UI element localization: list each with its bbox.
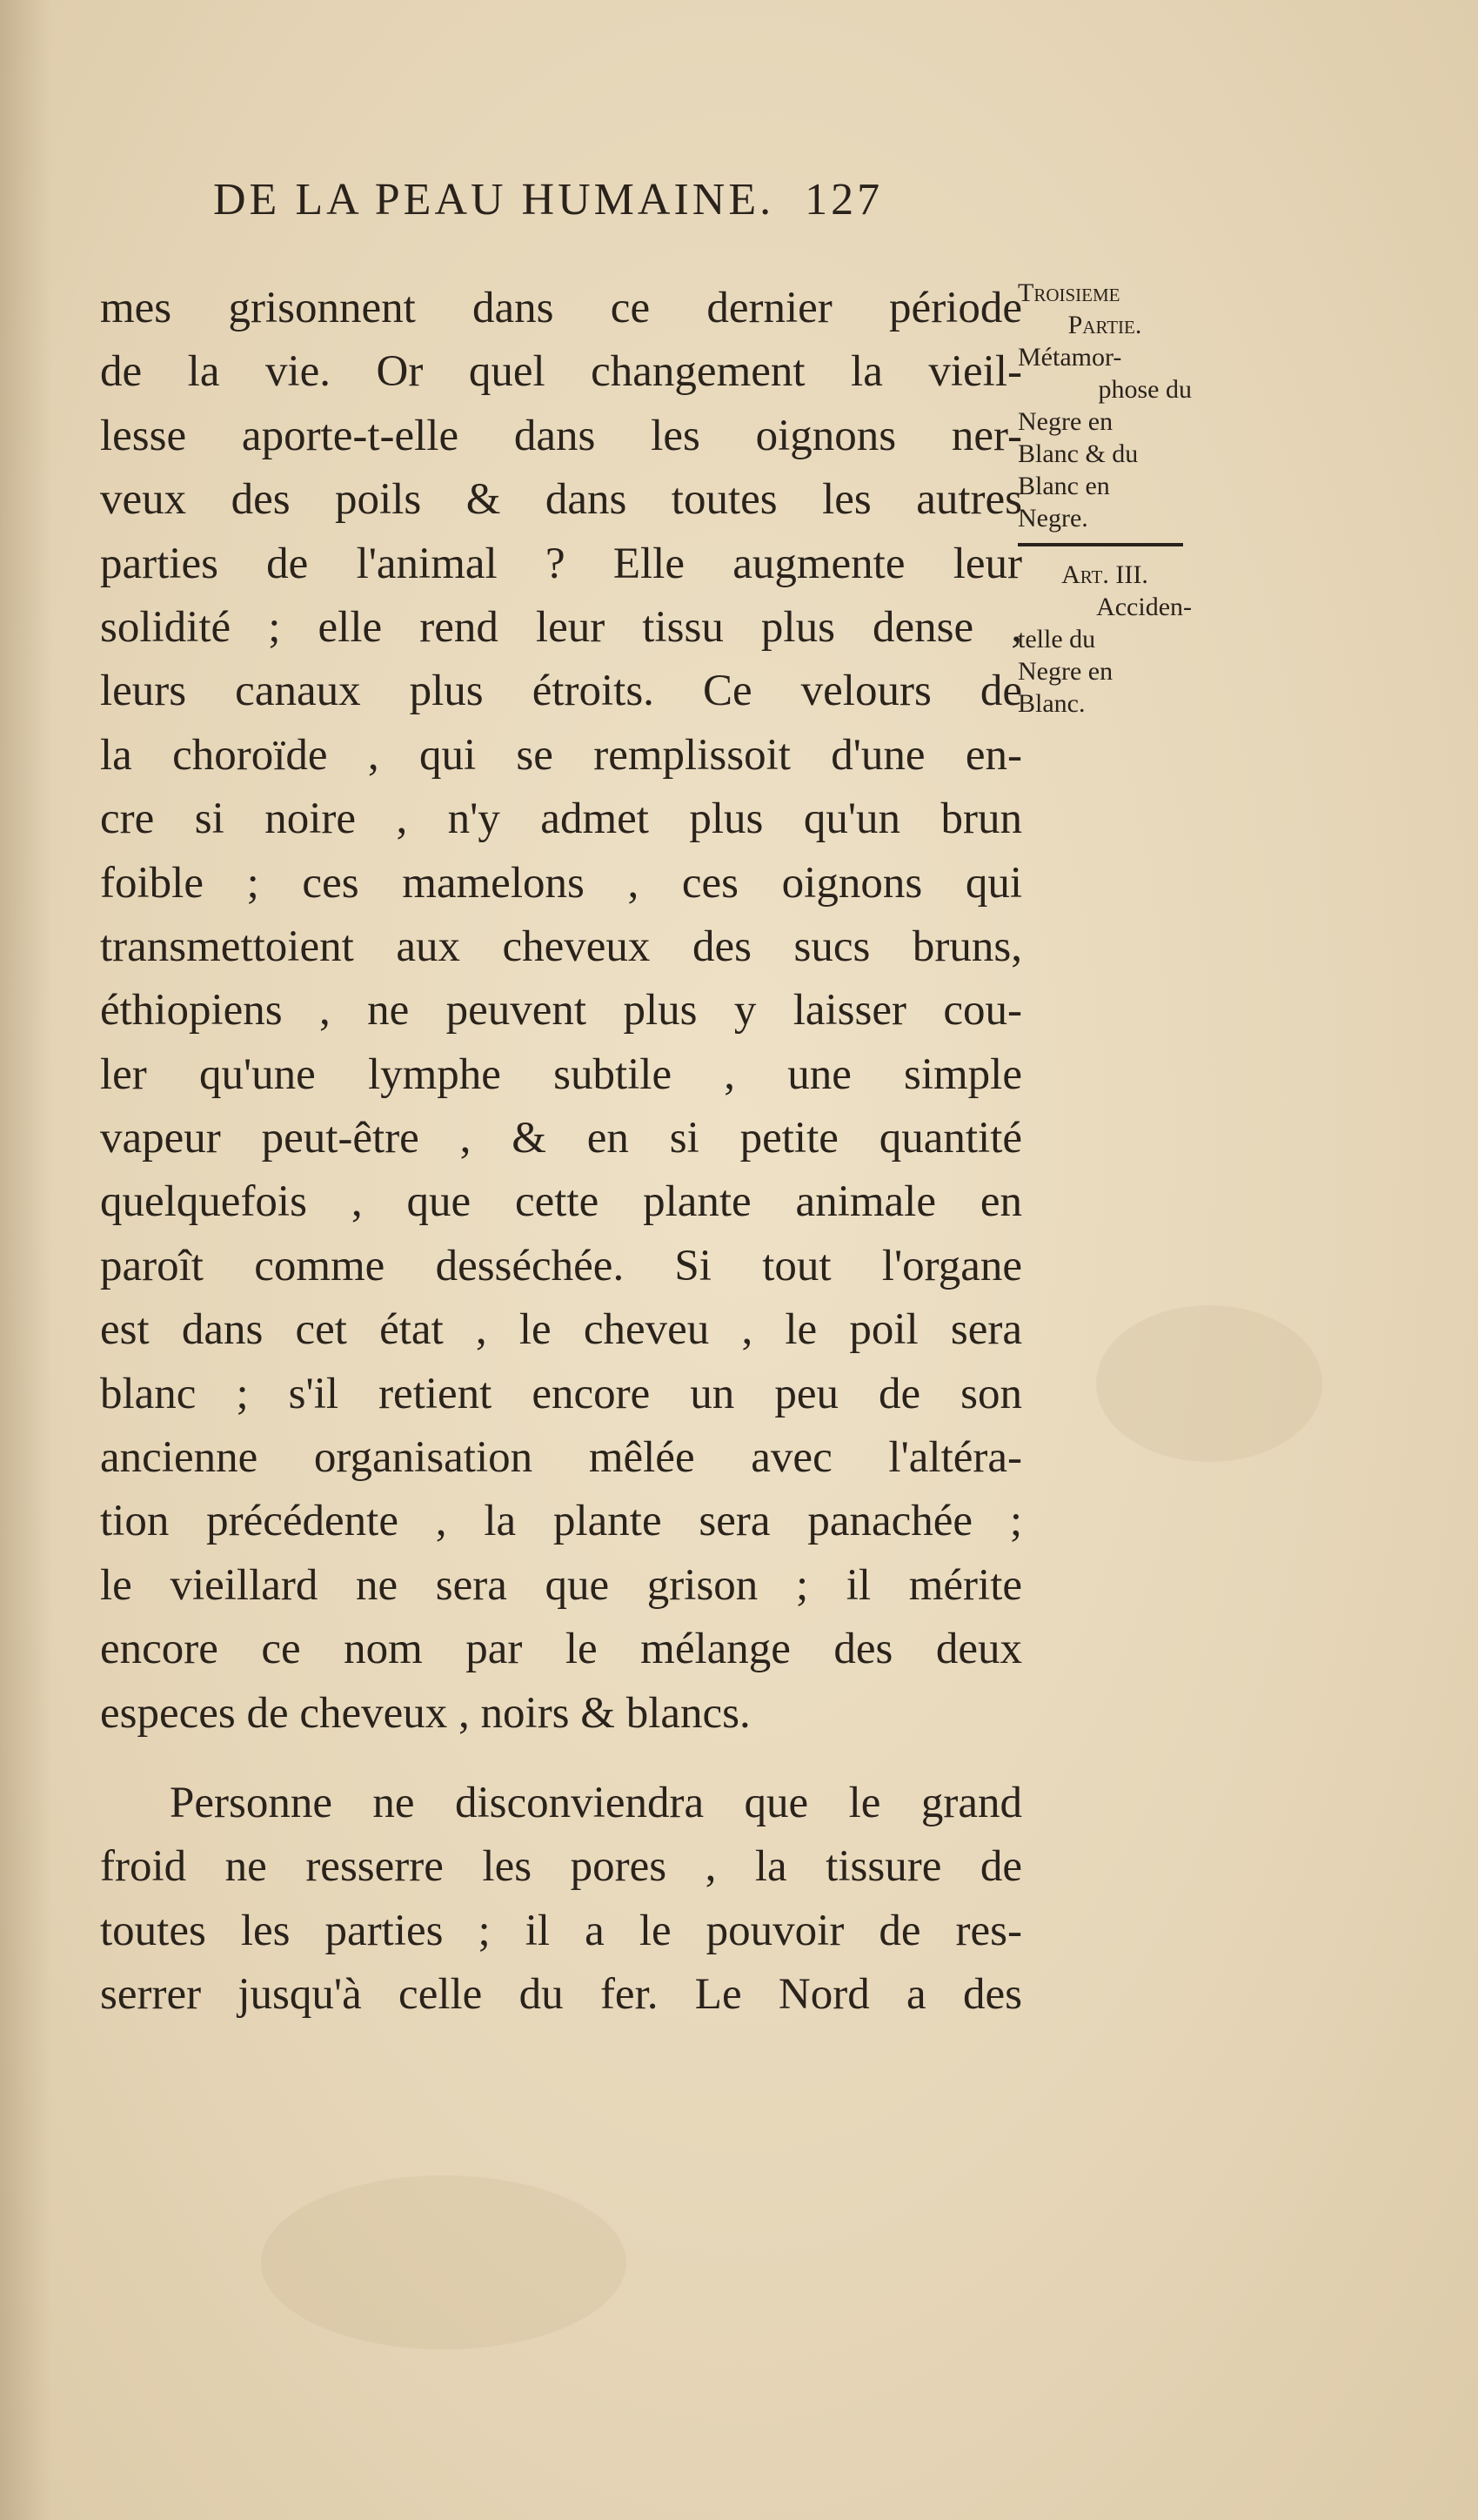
margin-article-topic: Blanc. [1018, 689, 1086, 718]
text-line: le vieillard ne sera que grison ; il mérite [100, 1560, 1022, 1610]
text-line: solidité ; elle rend leur tissu plus dense , [100, 602, 1022, 652]
text-line: Personne ne disconviendra que le grand [170, 1778, 1022, 1827]
gutter-shadow [0, 0, 52, 2520]
text-line: quelquefois , que cette plante animale en [100, 1177, 1022, 1227]
margin-topic: Blanc en [1018, 472, 1110, 500]
margin-topic: phose du [1098, 375, 1192, 404]
margin-topic: Métamor- [1018, 343, 1122, 372]
text-line: froid ne resserre les pores , la tissure de [100, 1842, 1022, 1892]
margin-part-label: Troisieme [1018, 278, 1120, 307]
text-line: mes grisonnent dans ce dernier période [100, 284, 1022, 332]
text-line: ancienne organisation mêlée avec l'altéra- [100, 1433, 1022, 1483]
margin-divider [1018, 543, 1183, 546]
text-line: de la vie. Or quel changement la vieil- [100, 347, 1022, 397]
text-line: ler qu'une lymphe subtile , une simple [100, 1049, 1022, 1099]
text-line: tion précédente , la plante sera panachée ; [100, 1497, 1022, 1546]
margin-article-topic: telle du [1018, 625, 1096, 653]
margin-topic: Negre. [1018, 504, 1088, 533]
text-line: parties de l'animal ? Elle augmente leur [100, 539, 1022, 588]
text-line: paroît comme desséchée. Si tout l'organe [100, 1241, 1022, 1290]
margin-topic: Blanc & du [1018, 439, 1139, 468]
text-line: lesse aporte-t-elle dans les oignons ner- [100, 411, 1022, 460]
margin-article-topic: Negre en [1018, 657, 1114, 686]
text-line: encore ce nom par le mélange des deux [100, 1625, 1022, 1674]
text-line: leurs canaux plus étroits. Ce velours de [100, 667, 1022, 716]
text-line: serrer jusqu'à celle du fer. Le Nord a des [100, 1970, 1022, 2020]
text-line: transmettoient aux cheveux des sucs bruns, [100, 922, 1022, 971]
body-text [100, 277, 1022, 2027]
text-line: vapeur peut-être , & en si petite quantité [100, 1114, 1022, 1163]
margin-part-label: Partie. [1067, 311, 1142, 339]
margin-topic: Negre en [1018, 407, 1114, 436]
text-line: éthiopiens , ne peuvent plus y laisser cou- [100, 986, 1022, 1035]
margin-note [1018, 277, 1192, 720]
text-line: especes de cheveux , noirs & blancs. [100, 1688, 751, 1738]
paragraph-gap [100, 1746, 1022, 1772]
text-line: veux des poils & dans toutes les autres [100, 475, 1022, 525]
text-line: blanc ; s'il retient encore un peu de son [100, 1369, 1022, 1418]
text-line: toutes les parties ; il a le pouvoir de res- [100, 1906, 1022, 1955]
page-number: 127 [805, 175, 884, 225]
text-line: la choroïde , qui se remplissoit d'une en- [100, 730, 1022, 780]
margin-article-label: Art. III. [1061, 560, 1148, 589]
paper-stain [261, 2175, 626, 2349]
text-line: cre si noire , n'y admet plus qu'un brun [100, 794, 1022, 844]
text-line: est dans cet état , le cheveu , le poil sera [100, 1305, 1022, 1355]
running-head-title: DE LA PEAU HUMAINE. [213, 175, 775, 225]
running-head [213, 174, 1022, 252]
paper-stain [1096, 1305, 1322, 1462]
text-line: foible ; ces mamelons , ces oignons qui [100, 858, 1022, 908]
margin-article-topic: Acciden- [1096, 593, 1192, 621]
